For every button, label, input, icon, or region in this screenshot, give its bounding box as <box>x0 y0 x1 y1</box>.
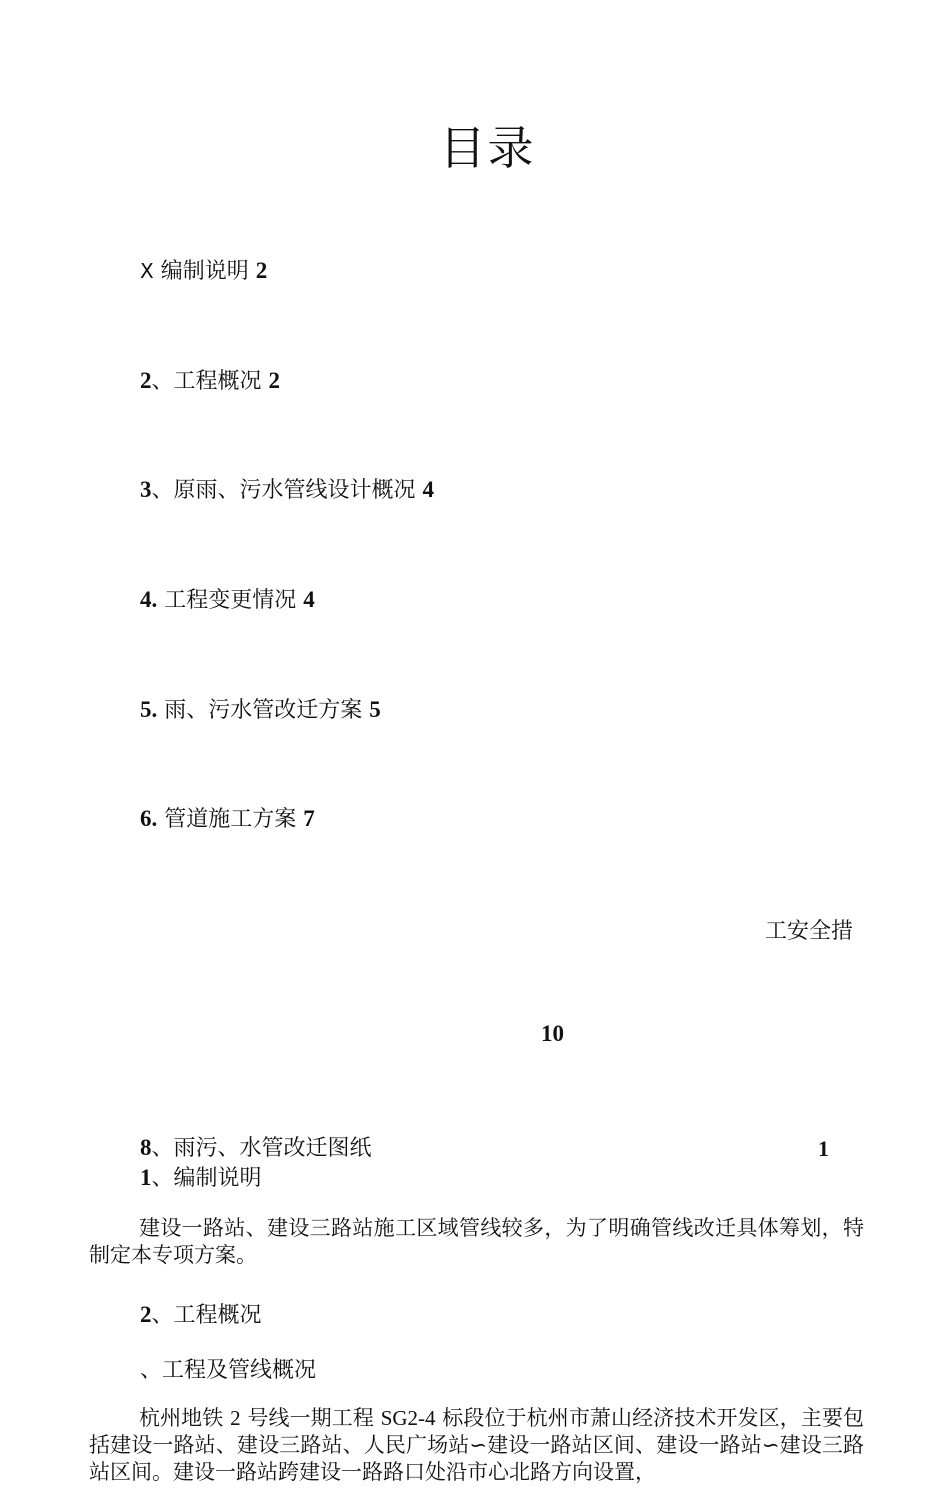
toc-label: 工程变更情况 <box>164 588 297 613</box>
section-heading-2 <box>140 1298 262 1329</box>
toc-prefix: X <box>140 259 154 283</box>
section-heading-text: 、工程概况 <box>151 1303 262 1328</box>
toc-entry-5[interactable] <box>140 693 381 724</box>
section-number: 2 <box>140 1302 152 1327</box>
toc-entry-3[interactable] <box>140 473 434 504</box>
page-title: 目录 <box>439 121 536 175</box>
toc-label: 雨、污水管改迁方案 <box>164 698 363 723</box>
subsection-heading: 、工程及管线概况 <box>140 1358 317 1383</box>
page-number: 1 <box>818 1136 829 1161</box>
toc-fragment-text: 工安全措 <box>765 919 854 944</box>
toc-page-number: 4 <box>422 477 435 502</box>
toc-page-number: 7 <box>303 806 315 831</box>
toc-prefix: 5. <box>140 697 158 722</box>
section1-paragraph: 建设一路站、建设三路站施工区域管线较多，为了明确管线改迁具体筹划，特制定本专项方案。 <box>89 1216 864 1267</box>
para-text: 标段位于杭州市萧山经济技术开发区，主要包括建设一路站、建设三路站、人民广场站∽建设一路站区间、建设一路站∽建设三路站区间。建设一路站跨建设一路路口处沿市心北路方向设置， <box>89 1406 864 1484</box>
toc-fragment-page-number: 10 <box>541 1021 564 1046</box>
section-heading-1 <box>140 1161 262 1192</box>
para-text: 杭州地铁 <box>139 1406 231 1430</box>
toc-page-number: 5 <box>369 697 381 722</box>
toc-label: 、原雨、污水管线设计概况 <box>151 478 416 503</box>
toc-entry-2[interactable] <box>140 364 280 395</box>
para-number: 2 <box>230 1406 241 1430</box>
toc-prefix: 3 <box>140 477 152 502</box>
toc-entry-1[interactable] <box>140 254 267 285</box>
section-number: 1 <box>140 1165 152 1190</box>
toc-prefix: 2 <box>140 368 152 393</box>
para-code: SG2-4 <box>380 1406 436 1430</box>
para-text: 号线一期工程 <box>240 1406 381 1430</box>
section2-paragraph <box>89 1405 864 1486</box>
toc-label: 管道施工方案 <box>164 807 297 832</box>
toc-prefix: 4. <box>140 587 158 612</box>
toc-label: 、雨污、水管改迁图纸 <box>151 1136 372 1161</box>
toc-entry-4[interactable] <box>140 583 315 614</box>
toc-prefix: 6. <box>140 806 158 831</box>
toc-page-number: 2 <box>268 368 281 393</box>
toc-entry-6[interactable] <box>140 802 315 833</box>
toc-label: 编制说明 <box>160 259 249 284</box>
toc-label: 、工程概况 <box>151 369 262 394</box>
toc-page-number: 2 <box>255 258 268 283</box>
toc-entry-8[interactable] <box>140 1131 372 1162</box>
toc-page-number: 4 <box>303 587 315 612</box>
toc-prefix: 8 <box>140 1135 152 1160</box>
section-heading-text: 、编制说明 <box>151 1166 262 1191</box>
